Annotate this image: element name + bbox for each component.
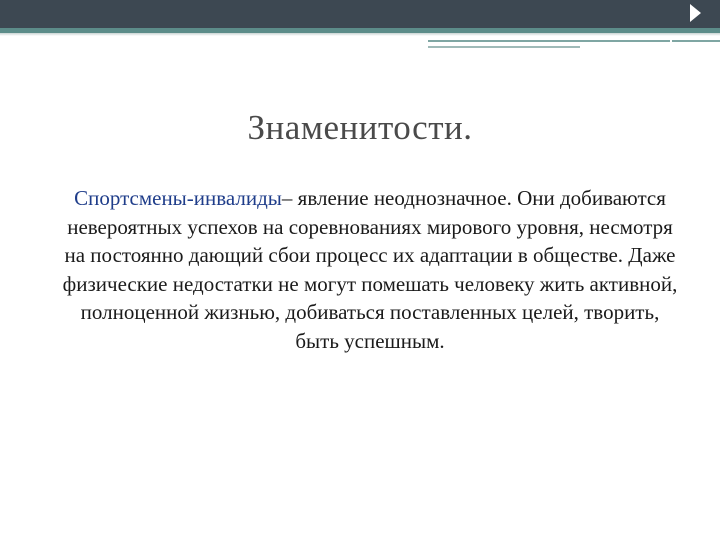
header-notch <box>690 4 701 22</box>
highlighted-term: Спортсмены-инвалиды <box>74 186 282 210</box>
decorative-line <box>428 40 670 42</box>
decorative-line <box>672 40 720 42</box>
header-bar <box>0 0 720 28</box>
decorative-line <box>428 46 580 48</box>
body-paragraph: – явление неоднозначное. Они добиваются невероятных успехов на соревнованиях мирового уровня, несмотря на постоянно дающий сбои процесс их адаптации в обществе. Даже физические недостатки не могут помешать человеку жить активной, полноценной жизнью, добиваться поставленных целей, творить, быть успешным. <box>62 186 678 353</box>
header-shadow <box>0 33 720 36</box>
slide-title: Знаменитости. <box>247 108 473 147</box>
slide-body <box>62 184 678 355</box>
